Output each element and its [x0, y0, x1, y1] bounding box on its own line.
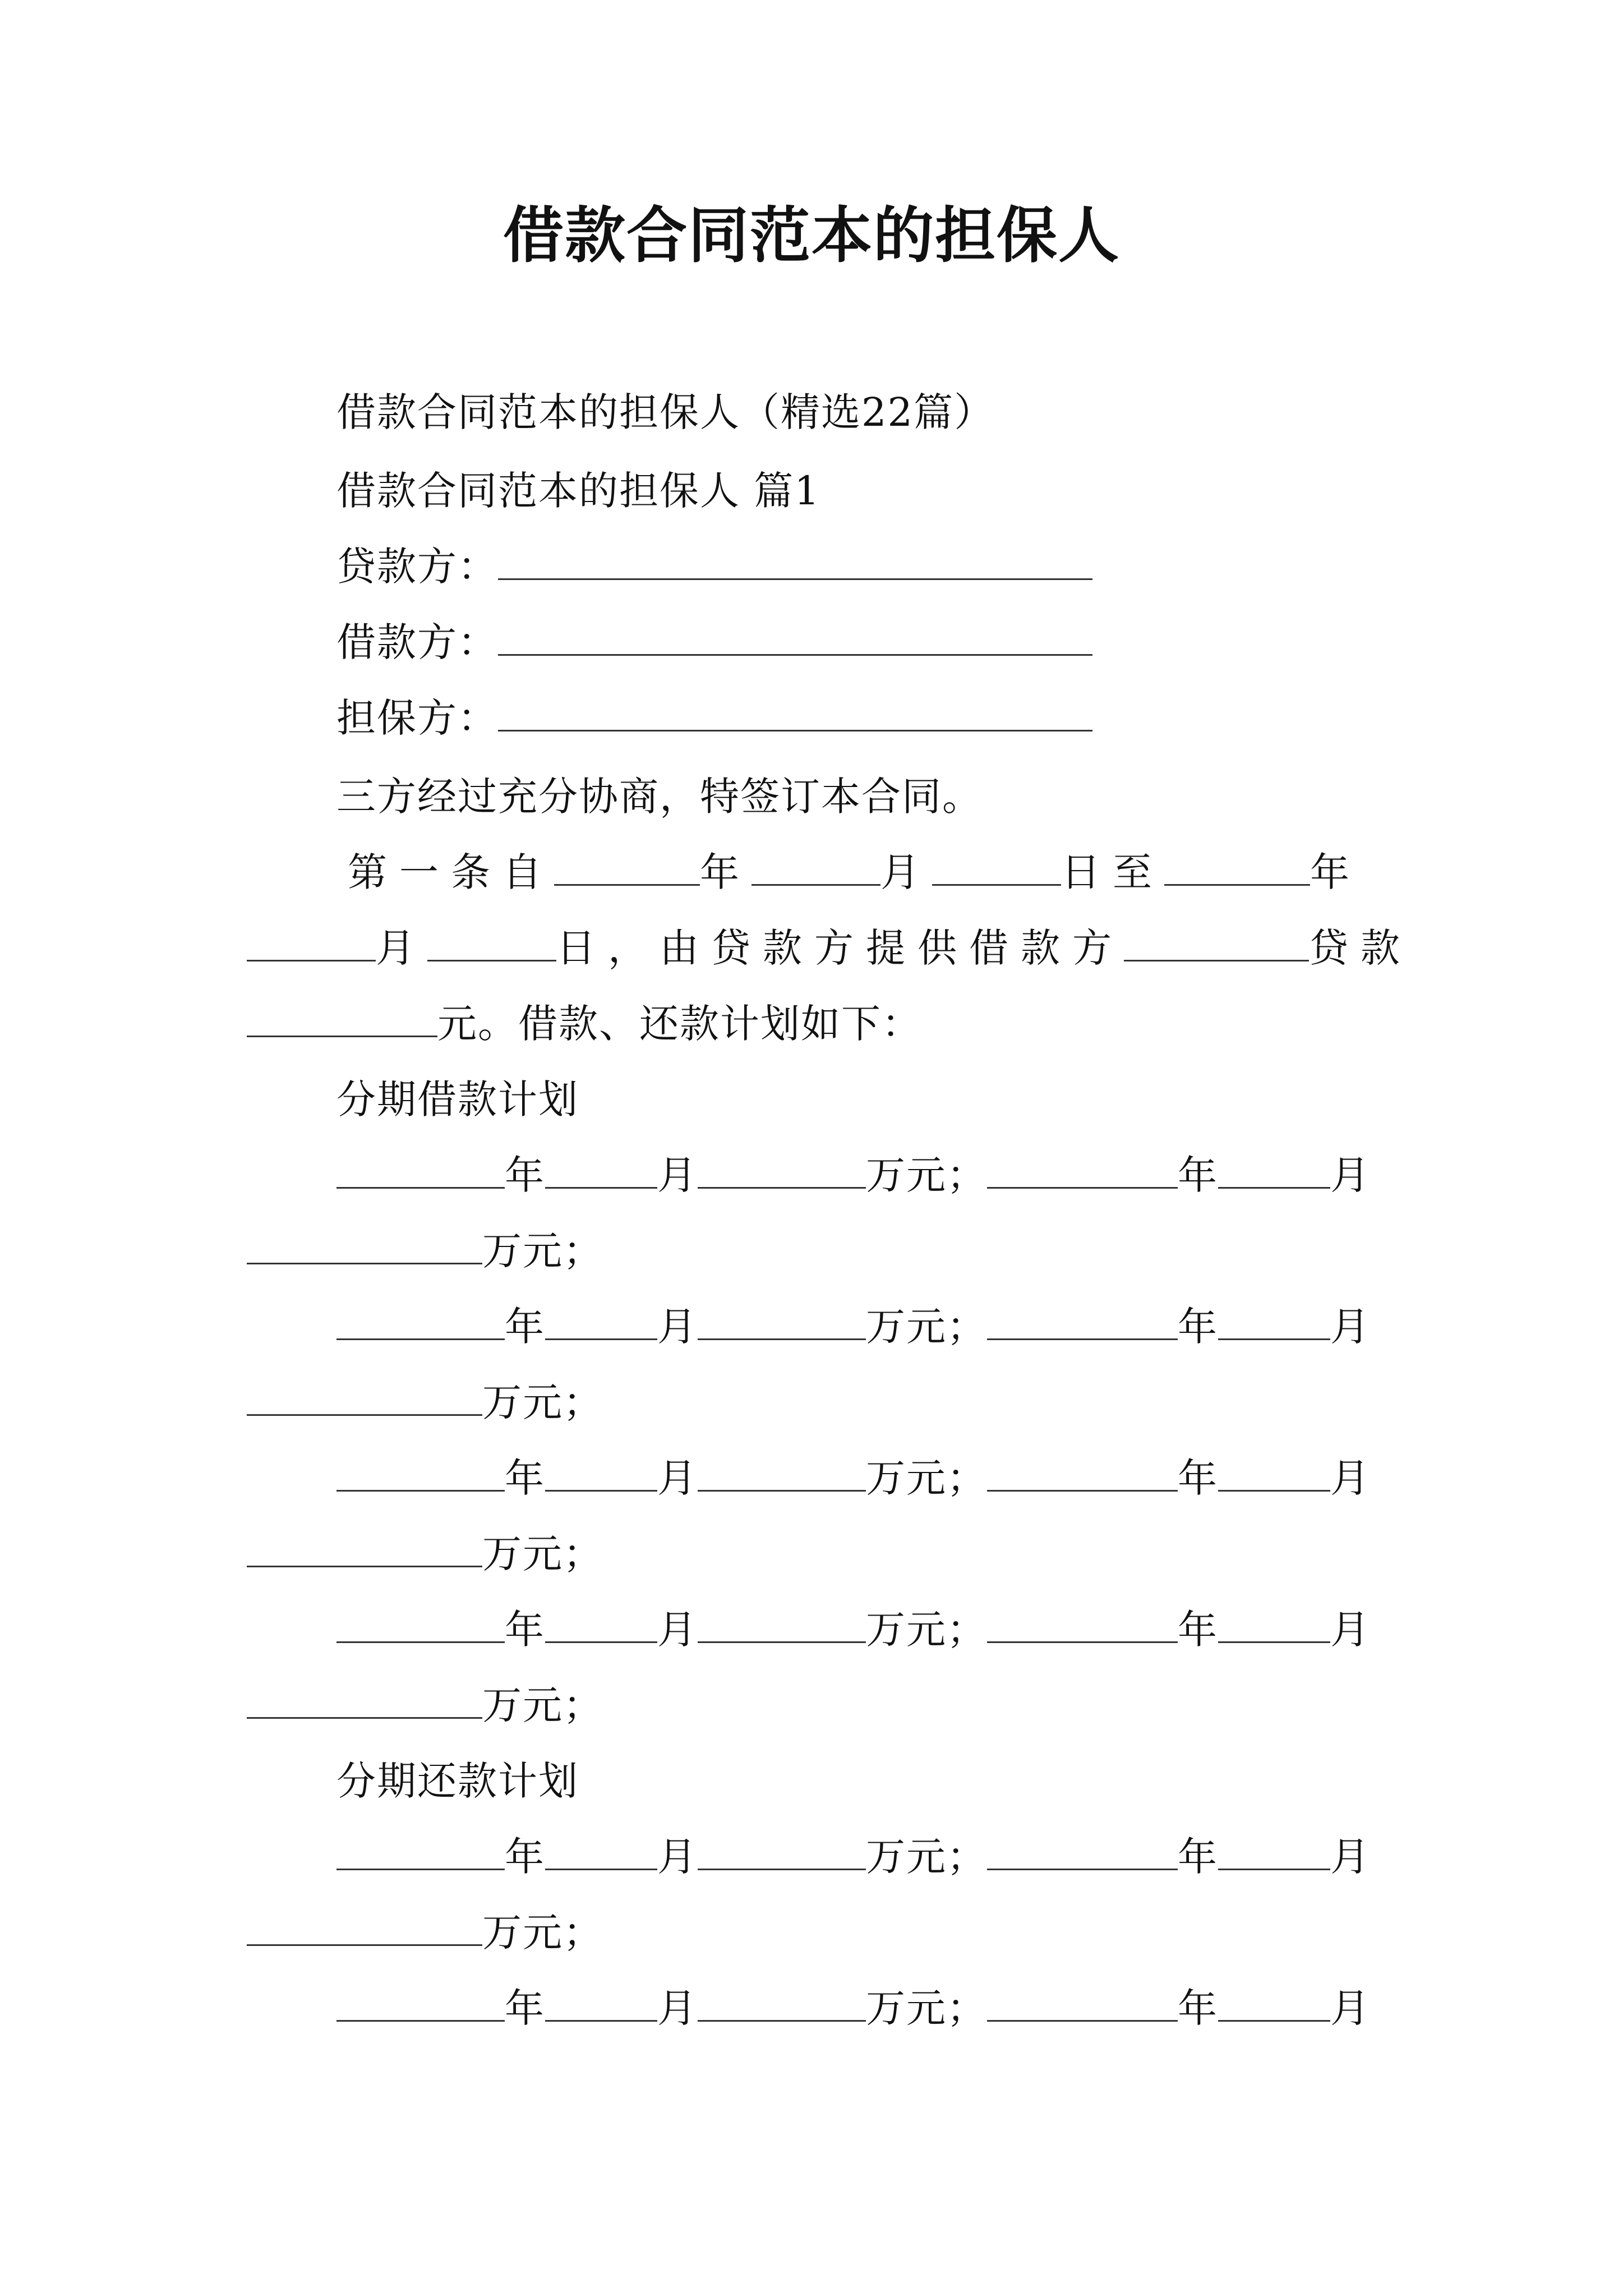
row-text: 月	[1330, 1834, 1371, 1880]
row-text: 万元；	[866, 1304, 987, 1350]
fill-in-blank	[698, 1306, 866, 1340]
guarantor-label: 担保方：	[336, 695, 498, 741]
row-text: 月	[657, 1834, 698, 1880]
repay-plan-row	[336, 1983, 1371, 2033]
row-text: 贷款	[1309, 925, 1412, 971]
fill-in-blank	[1218, 1987, 1330, 2022]
fill-in-blank	[247, 1912, 482, 1946]
row-text: 万元；	[866, 1455, 987, 1501]
borrower-label: 借款方：	[336, 619, 498, 665]
borrow-plan-row	[336, 1604, 1371, 1655]
fill-in-blank	[545, 1609, 657, 1643]
row-text: 年	[700, 849, 751, 895]
row-text: 元。借款、还款计划如下：	[437, 1001, 922, 1047]
section-heading: 借款合同范本的担保人 篇1	[336, 468, 820, 514]
fill-in-blank	[1218, 1457, 1330, 1492]
borrow-plan-row-cont	[247, 1680, 603, 1731]
row-text: 月	[657, 1607, 698, 1653]
row-text: 月	[880, 849, 932, 895]
fill-in-blank	[698, 1987, 866, 2022]
fill-in-blank	[554, 852, 700, 886]
borrow-plan-row	[336, 1301, 1371, 1352]
borrower-row	[336, 617, 1092, 668]
fill-in-blank	[336, 1457, 505, 1492]
fill-in-blank	[545, 1154, 657, 1189]
fill-in-blank	[932, 852, 1061, 886]
repay-plan-row-cont	[247, 1907, 603, 1958]
row-text: 年	[505, 1304, 545, 1350]
lender-label: 贷款方：	[336, 544, 498, 590]
fill-in-blank	[545, 1457, 657, 1492]
fill-in-blank	[1218, 1306, 1330, 1340]
fill-in-blank	[698, 1457, 866, 1492]
repay-plan-heading: 分期还款计划	[336, 1758, 579, 1804]
row-text: 万元；	[866, 1152, 987, 1198]
borrower-blank	[498, 622, 1092, 656]
borrow-plan-row-cont	[247, 1377, 603, 1428]
borrow-plan-row	[336, 1453, 1371, 1503]
guarantor-row	[336, 693, 1092, 743]
row-text: 月	[376, 925, 427, 971]
fill-in-blank	[336, 1154, 505, 1189]
fill-in-blank	[987, 1836, 1178, 1870]
fill-in-blank	[987, 1987, 1178, 2022]
fill-in-blank	[1218, 1836, 1330, 1870]
row-text: 月	[657, 1152, 698, 1198]
fill-in-blank	[751, 852, 880, 886]
row-text: 万元；	[866, 1985, 987, 2031]
fill-in-blank	[545, 1306, 657, 1340]
borrow-plan-row	[336, 1150, 1371, 1200]
row-text: 年	[505, 1985, 545, 2031]
fill-in-blank	[247, 1382, 482, 1416]
borrow-plan-row-cont	[247, 1226, 603, 1276]
row-text: 万元；	[482, 1228, 603, 1274]
row-text: 年	[1178, 1834, 1218, 1880]
fill-in-blank	[698, 1836, 866, 1870]
row-text: 年	[505, 1607, 545, 1653]
row-text: 万元；	[482, 1379, 603, 1425]
fill-in-blank	[336, 1987, 505, 2022]
fill-in-blank	[247, 1003, 437, 1037]
lender-blank	[498, 546, 1092, 580]
fill-in-blank	[427, 927, 556, 961]
fill-in-blank	[987, 1154, 1178, 1189]
fill-in-blank	[1218, 1609, 1330, 1643]
row-text: 日至	[1061, 849, 1164, 895]
article1-line1	[348, 847, 1362, 898]
intro-text: 三方经过充分协商，特签订本合同。	[336, 774, 983, 820]
row-text: 年	[1178, 1455, 1218, 1501]
fill-in-blank	[1164, 852, 1310, 886]
row-text: 万元；	[482, 1531, 603, 1577]
row-text: 年	[1310, 849, 1362, 895]
fill-in-blank	[1218, 1154, 1330, 1189]
borrow-plan-row-cont	[247, 1529, 603, 1579]
row-text: 日，由贷款方提供借款方	[556, 925, 1124, 971]
row-text: 万元；	[482, 1682, 603, 1728]
row-text: 万元；	[482, 1910, 603, 1955]
row-text: 月	[1330, 1304, 1371, 1350]
fill-in-blank	[247, 1533, 482, 1567]
fill-in-blank	[247, 927, 376, 961]
row-text: 万元；	[866, 1834, 987, 1880]
fill-in-blank	[247, 1685, 482, 1719]
guarantor-blank	[498, 697, 1092, 731]
row-text: 年	[1178, 1985, 1218, 2031]
row-text: 月	[657, 1455, 698, 1501]
fill-in-blank	[545, 1987, 657, 2022]
row-text: 月	[1330, 1985, 1371, 2031]
row-text: 月	[1330, 1455, 1371, 1501]
row-text: 年	[1178, 1304, 1218, 1350]
row-text: 年	[505, 1152, 545, 1198]
article1-line3	[247, 999, 922, 1049]
row-text: 年	[505, 1834, 545, 1880]
borrow-plan-heading: 分期借款计划	[336, 1076, 579, 1122]
row-text: 月	[657, 1304, 698, 1350]
fill-in-blank	[336, 1306, 505, 1340]
fill-in-blank	[545, 1836, 657, 1870]
repay-plan-row	[336, 1832, 1371, 1882]
row-text: 年	[505, 1455, 545, 1501]
article1-line2	[247, 923, 1412, 973]
fill-in-blank	[987, 1609, 1178, 1643]
fill-in-blank	[1124, 927, 1309, 961]
row-text: 月	[657, 1985, 698, 2031]
fill-in-blank	[247, 1230, 482, 1264]
fill-in-blank	[698, 1609, 866, 1643]
fill-in-blank	[336, 1609, 505, 1643]
fill-in-blank	[698, 1154, 866, 1189]
row-text: 年	[1178, 1607, 1218, 1653]
document-title: 借款合同范本的担保人	[502, 200, 1120, 271]
row-text: 月	[1330, 1607, 1371, 1653]
lender-row	[336, 541, 1092, 592]
row-text: 月	[1330, 1152, 1371, 1198]
row-text: 年	[1178, 1152, 1218, 1198]
row-text: 万元；	[866, 1607, 987, 1653]
fill-in-blank	[987, 1457, 1178, 1492]
document-subtitle: 借款合同范本的担保人（精选22篇）	[336, 389, 995, 435]
fill-in-blank	[987, 1306, 1178, 1340]
row-text: 第一条自	[348, 849, 554, 895]
fill-in-blank	[336, 1836, 505, 1870]
